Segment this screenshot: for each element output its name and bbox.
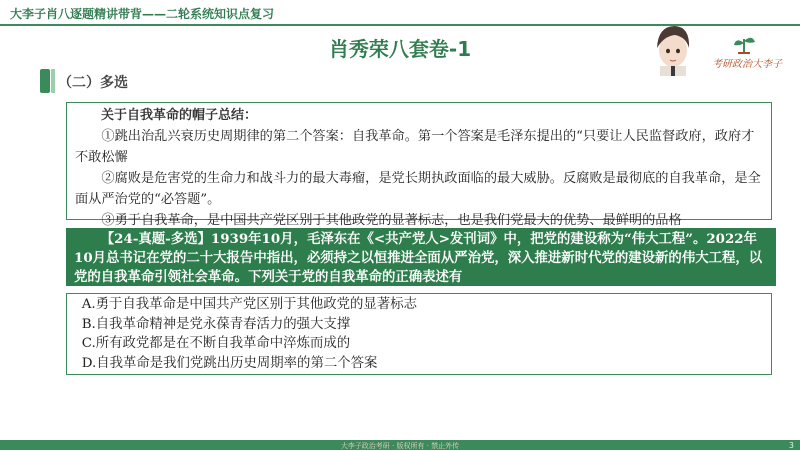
page-number: 3 [788,441,794,450]
section-label: （二）多选 [58,75,128,91]
option-d[interactable]: D.自我革命是我们党跳出历史周期率的第二个答案 [81,355,378,371]
summary-item: ②腐败是危害党的生命力和战斗力的最大毒瘤，是党长期执政面临的最大威胁。反腐败是最彻底的自我革命，是全面从严治党的“必答题”。 [75,171,761,207]
series-title: 大李子肖八逐题精讲带背——二轮系统知识点复习 [10,7,275,21]
option-c[interactable]: C.所有政党都是在不断自我革命中淬炼而成的 [81,336,351,351]
brand-text: 考研政治大李子 [712,59,782,70]
summary-item: ③勇于自我革命，是中国共产党区别于其他政党的显著标志，也是我们党最大的优势、最鲜明的品格 [101,213,682,228]
section-marker-accent [51,69,55,93]
page-title: 肖秀荣八套卷-1 [328,37,472,61]
option-a[interactable]: A.勇于自我革命是中国共产党区别于其他政党的显著标志 [81,297,417,312]
options-box [66,293,772,375]
option-b[interactable]: B.自我革命精神是党永葆青春活力的强大支撑 [81,316,351,332]
leaf-logo-icon [700,33,794,55]
summary-heading: 关于自我革命的帽子总结： [101,108,258,123]
summary-item: ①跳出治乱兴衰历史周期律的第二个答案：自我革命。第一个答案是毛泽东提出的“只要让人民监督政府，政府才不敢松懈 [75,129,755,165]
avatar [648,20,698,76]
brand-logo [700,33,794,73]
watermark-text: 大李子政治考研 · 版权所有 · 禁止外传 [340,442,460,450]
question-stem: 【24-真题-多选】1939年10月，毛泽东在《<共产党人>发刊词》中，把党的建设称为“伟大工程”。2022年10月总书记在党的二十大报告中指出，必须持之以恒推进全面从严治党，深入推进新时代党的建设新的伟大工程，以党的自我革命引领社会革命。下列关于党的自我革命的正确表述有 [66,228,776,286]
summary-box [66,102,772,228]
section-marker [40,69,50,93]
